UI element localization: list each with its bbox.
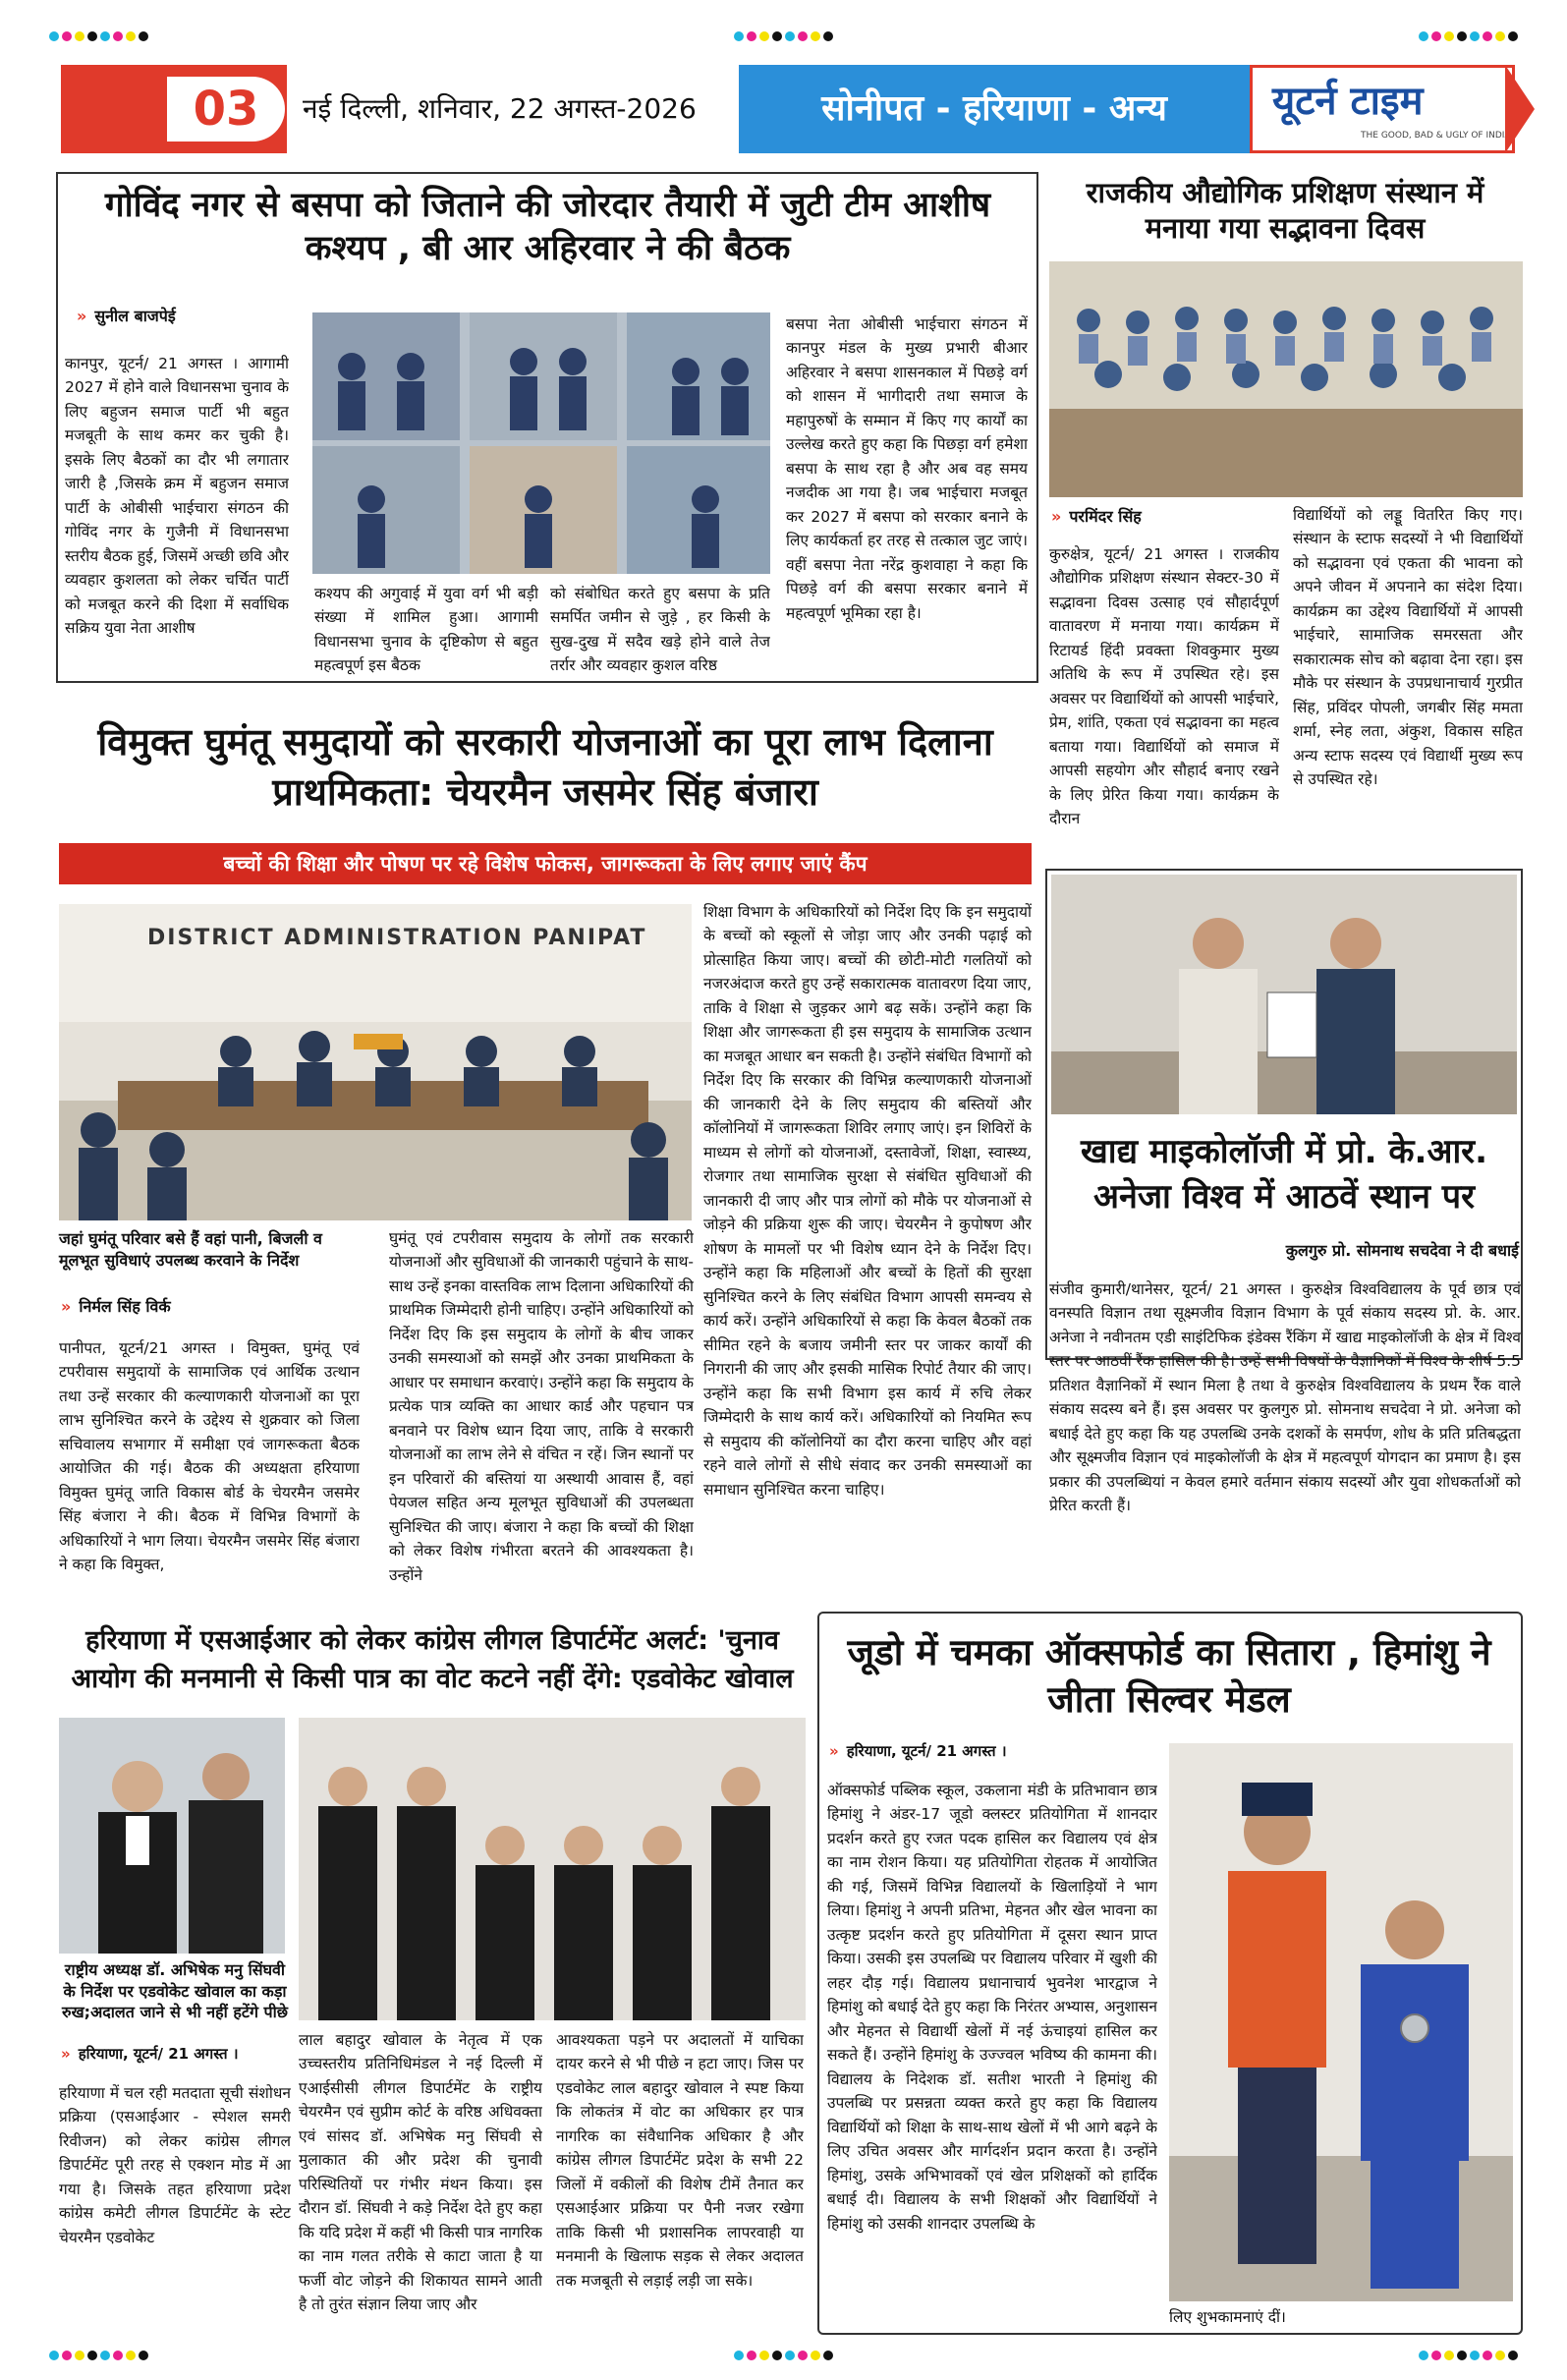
story-bsp-col3: को संबोधित करते हुए बसपा के प्रति समर्पित जमीन से जुड़े , हर किसी के सुख-दुख में सदैव खड़े होने वाले तेज तर्रार और व्यवहार कुशल वरिष्ठ	[550, 585, 770, 675]
header-arrow-icon	[1505, 65, 1535, 153]
story-bsp-col2: कश्यप की अगुवाई में युवा वर्ग भी बड़ी संख्या में शामिल हुआ। आगामी विधानसभा चुनाव के दृष्टिकोण से बहुत महत्वपूर्ण इस बैठक	[314, 585, 538, 675]
story-banjara-col1: पानीपत, यूटर्न/21 अगस्त । विमुक्त, घुमंतू एवं टपरीवास समुदायों के सामाजिक एवं आर्थिक उत्थान तथा उन्हें सरकार की कल्याणकारी योजनाओं का पूरा लाभ सुनिश्चित करने के उद्देश्य से शुक्रवार को जिला सचिवालय सभागार में समीक्षा एवं जागरूकता बैठक आयोजित की गई। बैठक की अध्यक्षता हरियाणा विमुक्त घुमंतू जाति विकास बोर्ड के चेयरमैन जसमेर सिंह बंजारा ने की। बैठक में विभिन्न विभागों के अधिकारियों ने भाग लिया। चेयरमैन जसमेर सिंह बंजारा ने कहा कि विमुक्त,	[59, 1339, 360, 1574]
registration-dots	[734, 31, 833, 41]
story-iti-byline: » परमिंदर सिंह	[1051, 507, 1142, 526]
story-judo-body: ऑक्सफोर्ड पब्लिक स्कूल, उकलाना मंडी के प्रतिभावान छात्र हिमांशु ने अंडर-17 जूडो क्लस्टर प्रतियोगिता में शानदार प्रदर्शन करते हुए रजत पदक हासिल कर विद्यालय एवं क्षेत्र का नाम रोशन किया। यह प्रतियोगिता रोहतक में आयोजित की गई, जिसमें विभिन्न विद्यालयों के खिलाड़ियों ने भाग लिया। हिमांशु ने अपनी प्रतिभा, मेहनत और खेल भावना का उत्कृष्ट प्रदर्शन करते हुए प्रतियोगिता में दूसरा स्थान प्राप्त किया। उसकी इस उपलब्धि पर विद्यालय परिवार में खुशी की लहर दौड़ गई। विद्यालय प्रधानाचार्य भुवनेश भारद्वाज ने हिमांशु को बधाई देते हुए कहा कि निरंतर अभ्यास, अनुशासन और मेहनत से विद्यार्थी खेलों में नई ऊंचाइयां हासिल कर सकते हैं। उन्होंने हिमांशु के उज्ज्वल भविष्य की कामना की। विद्यालय के निदेशक डॉ. सतीश भारती ने हिमांशु की उपलब्धि पर प्रसन्नता व्यक्त करते हुए कहा कि विद्यालय विद्यार्थियों को शिक्षा के साथ-साथ खेलों में भी आगे बढ़ने के लिए उचित अवसर और मार्गदर्शन प्रदान करता है। उन्होंने हिमांशु, उसके अभिभावकों एवं खेल प्रशिक्षकों को हार्दिक बधाई दी। विद्यालय के सभी शिक्षकों और विद्यार्थियों ने हिमांशु को उसकी शानदार उपलब्धि के	[827, 1782, 1157, 2233]
logo-text: यूटर्न टाइम	[1272, 79, 1424, 124]
story-judo-headline: जूडो में चमका ऑक्सफोर्ड का सितारा , हिमांशु ने जीता सिल्वर मेडल	[847, 1631, 1491, 1722]
byline-text: निर्मल सिंह विर्क	[79, 1297, 171, 1316]
delegation-photo-icon	[299, 1718, 806, 2020]
logo-tagline: THE GOOD, BAD & UGLY OF INDIA	[1361, 131, 1511, 141]
page-number: 03	[167, 77, 285, 142]
issue-date: नई दिल्ली, शनिवार, 22 अगस्त-2026	[289, 65, 741, 153]
registration-dots	[49, 31, 148, 41]
section-title: सोनीपत - हरियाणा - अन्य	[739, 65, 1250, 153]
story-banjara-headline: विमुक्त घुमंतू समुदायों को सरकारी योजनाओं का पूरा लाभ दिलाना प्राथमिकता: चेयरमैन जसमेर सिंह बंजारा	[97, 720, 993, 815]
story-banjara-subhead: बच्चों की शिक्षा और पोषण पर रहे विशेष फोकस, जागरूकता के लिए लगाए जाएं कैंप	[59, 843, 1032, 884]
registration-bar-bottom	[0, 2349, 1567, 2362]
lawyers-photo-icon	[59, 1718, 285, 1954]
story-congress-photo-2	[299, 1718, 806, 2020]
registration-dots	[1419, 31, 1518, 41]
story-iti-headline: राजकीय औद्योगिक प्रशिक्षण संस्थान में मनाया गया सद्भावना दिवस	[1086, 176, 1484, 246]
story-bsp-photo	[312, 312, 770, 574]
photo-sign-text: DISTRICT ADMINISTRATION PANIPAT	[147, 926, 647, 950]
story-bsp-headline: गोविंद नगर से बसपा को जिताने की जोरदार तैयारी में जुटी टीम आशीष कश्यप , बी आर अहिरवार ने की बैठक	[104, 186, 991, 268]
story-judo-byline: » हरियाणा, यूटर्न/ 21 अगस्त ।	[829, 1742, 1007, 1760]
story-congress-col1: हरियाणा में चल रही मतदाता सूची संशोधन प्रक्रिया (एसआईआर - स्पेशल समरी रिवीजन) को लेकर कांग्रेस लीगल डिपार्टमेंट पूरी तरह से एक्शन मोड में आ गया है। जिसके तहत हरियाणा प्रदेश कांग्रेस कमेटी लीगल डिपार्टमेंट के स्टेट चेयरमैन एडवोकेट	[59, 2084, 291, 2246]
registration-dots	[734, 2351, 833, 2360]
story-bsp-col4: बसपा नेता ओबीसी भाईचारा संगठन में कानपुर मंडल के मुख्य प्रभारी बीआर अहिरवार ने बसपा शासनकाल में पिछड़े वर्ग को शासन में भागीदारी तथा समाज के महापुरुषों के सम्मान में किए गए कार्यों का उल्लेख करते हुए कहा कि पिछड़ा वर्ग हमेशा बसपा के साथ रहा है और अब वह समय नजदीक आ गया है। जब भाईचारा मजबूत कर 2027 में बसपा को सरकार बनाने के लिए कार्यकर्ता हर तरह से तत्काल जुट जाएं। वहीं बसपा नेता नरेंद्र कुशवाहा ने कहा कि पिछड़े वर्ग की बसपा सरकार बनाने में महत्वपूर्ण भूमिका रहा है।	[786, 315, 1028, 622]
byline-text: सुनील बाजपेई	[94, 307, 176, 325]
judo-medal-photo-icon	[1169, 1743, 1513, 2301]
story-aneja-photo	[1051, 875, 1517, 1114]
story-banjara-photo	[59, 904, 692, 1220]
classroom-photo-icon	[1049, 261, 1523, 497]
page-header	[61, 65, 1515, 153]
meeting-photo-icon	[312, 312, 770, 574]
story-banjara-col2: घुमंतू एवं टपरीवास समुदाय के लोगों तक सरकारी योजनाओं और सुविधाओं की जानकारी पहुंचाने के साथ-साथ उन्हें इनका वास्तविक लाभ दिलाना अधिकारियों की प्राथमिक जिम्मेदारी होनी चाहिए। उन्होंने अधिकारियों को निर्देश दिए कि इस समुदाय के लोगों के बीच जाकर उनकी समस्याओं को समझें और उनका प्राथमिकता के आधार पर समाधान करवाएं। उन्होंने कहा कि समुदाय के प्रत्येक पात्र व्यक्ति का आधार कार्ड और पहचान पत्र बनवाने पर विशेष ध्यान दिया जाए, ताकि वे सरकारी योजनाओं का लाभ लेने से वंचित न रहें। जिन स्थानों पर इन परिवारों की बस्तियां या अस्थायी आवास हैं, वहां पेयजल सहित अन्य मूलभूत सुविधाओं की उपलब्धता सुनिश्चित की जाए। बंजारा ने कहा कि बच्चों की शिक्षा को लेकर विशेष गंभीरता बरतने की आवश्यकता है। उन्होंने	[389, 1229, 694, 1584]
story-congress-caption: राष्ट्रीय अध्यक्ष डॉ. अभिषेक मनु सिंघवी के निर्देश पर एडवोकेट खोवाल का कड़ा रुख;अदालत जाने से भी नहीं हटेंगे पीछे	[62, 1960, 288, 2022]
story-aneja-headline: खाद्य माइकोलॉजी में प्रो. के.आर. अनेजा विश्व में आठवें स्थान पर	[1080, 1132, 1488, 1217]
story-iti-col2: विद्यार्थियों को लड्डू वितरित किए गए। संस्थान के स्टाफ सदस्यों ने भी विद्यार्थियों को सद्भावना एवं एकता की भावना को अपने जीवन में अपनाने का संदेश दिया। कार्यक्रम का उद्देश्य विद्यार्थियों में आपसी भाईचारे, सामाजिक समरसता और सकारात्मक सोच को बढ़ावा देना रहा। इस मौके पर संस्थान के उपप्रधानाचार्य गुरप्रीत सिंह, प्रविंदर पोपली, जगबीर सिंह ममता शर्मा, स्नेह लता, अंकुश, विकास सहित अन्य स्टाफ सदस्य एवं विद्यार्थी मुख्य रूप से उपस्थित रहे।	[1293, 506, 1523, 789]
story-congress-col2: लाल बहादुर खोवाल के नेतृत्व में एक उच्चस्तरीय प्रतिनिधिमंडल ने नई दिल्ली में एआईसीसी लीगल डिपार्टमेंट के राष्ट्रीय चेयरमैन एवं सुप्रीम कोर्ट के वरिष्ठ अधिवक्ता एवं सांसद डॉ. अभिषेक मनु सिंघवी से मुलाकात की और प्रदेश की चुनावी परिस्थितियों पर गंभीर मंथन किया। इस दौरान डॉ. सिंघवी ने कड़े निर्देश देते हुए कहा कि यदि प्रदेश में कहीं भी किसी पात्र नागरिक का नाम गलत तरीके से काटा जाता है या फर्जी वोट जोड़ने की शिकायत सामने आती है तो तुरंत संज्ञान लिया जाए और	[299, 2031, 542, 2314]
story-bsp-col1: कानपुर, यूटर्न/ 21 अगस्त । आगामी 2027 में होने वाले विधानसभा चुनाव के लिए बहुजन समाज पार्टी भी बहुत मजबूती के साथ कमर कर चुकी है। इसके लिए बैठकों का दौर भी लगातार जारी है ,जिसके क्रम में बहुजन समाज पार्टी के ओबीसी भाईचारा संगठन की गोविंद नगर के गुजैनी में विधानसभा स्तरीय बैठक हुई, जिसमें अच्छी छवि और व्यवहार कुशलता को लेकर चर्चित पार्टी को मजबूत करने की दिशा में सर्वाधिक सक्रिय युवा नेता आशीष	[65, 355, 289, 638]
story-banjara-byline: » निर्मल सिंह विर्क	[61, 1297, 171, 1316]
byline-text: हरियाणा, यूटर्न/ 21 अगस्त ।	[78, 2045, 239, 2063]
registration-bar-top	[0, 29, 1567, 43]
story-iti-col1: कुरुक्षेत्र, यूटर्न/ 21 अगस्त । राजकीय औद्योगिक प्रशिक्षण संस्थान सेक्टर-30 में सद्भावना दिवस उत्साह एवं सौहार्दपूर्ण वातावरण में मनाया गया। कार्यक्रम में रिटायर्ड हिंदी प्रवक्ता शिवकुमार मुख्य अतिथि के रूप में उपस्थित रहे। इस अवसर पर विद्यार्थियों को आपसी भाईचारे, प्रेम, शांति, एकता एवं सद्भावना का महत्व बताया गया। विद्यार्थियों को समाज में आपसी सहयोग और सौहार्द बनाए रखने के लिए प्रेरित किया गया। कार्यक्रम के दौरान	[1049, 545, 1279, 828]
story-banjara-col3: शिक्षा विभाग के अधिकारियों को निर्देश दिए कि इन समुदायों के बच्चों को स्कूलों से जोड़ा जाए और उनकी पढ़ाई को प्रोत्साहित किया जाए। बच्चों की छोटी-मोटी गलतियों को नजरअंदाज करते हुए उन्हें सकारात्मक वातावरण दिया जाए, ताकि वे शिक्षा से जुड़कर आगे बढ़ सकें। उन्होंने कहा कि शिक्षा और जागरूकता ही इस समुदाय के सामाजिक उत्थान का मजबूत आधार बन सकती है। उन्होंने संबंधित विभागों को निर्देश दिए कि सरकार की विभिन्न कल्याणकारी योजनाओं की जानकारी देने के लिए समुदाय की बस्तियों और कॉलोनियों में जागरूकता शिविर लगाए जाएं। इन शिविरों के माध्यम से लोगों को योजनाओं, दस्तावेजों, शिक्षा, स्वास्थ्य, रोजगार तथा सामाजिक सुरक्षा से संबंधित सुविधाओं की जानकारी दी जाए और पात्र लोगों को मौके पर योजनाओं से जोड़ने की प्रक्रिया शुरू की जाए। चेयरमैन ने कुपोषण और शोषण के मामलों पर भी विशेष ध्यान देने के निर्देश दिए। उन्होंने कहा कि महिलाओं और बच्चों के हितों की सुरक्षा सुनिश्चित करने के लिए संबंधित विभाग आपसी समन्वय से कार्य करें। उन्होंने अधिकारियों से कहा कि केवल बैठकों तक सीमित रहने के बजाय जमीनी स्तर पर जाकर कार्यों की निगरानी की जाए और इसकी मासिक रिपोर्ट तैयार की जाए। उन्होंने कहा कि सभी विभाग इस कार्य में रुचि लेकर जिम्मेदारी के साथ कार्य करें। अधिकारियों को नियमित रूप से समुदाय की कॉलोनियों का दौरा करना चाहिए और वहां रहने वाले लोगों से सीधे संवाद कर उनकी समस्याओं का समाधान सुनिश्चित करना चाहिए।	[703, 903, 1032, 1499]
story-congress-byline: » हरियाणा, यूटर्न/ 21 अगस्त ।	[61, 2045, 239, 2063]
byline-text: परमिंदर सिंह	[1069, 507, 1142, 526]
story-banjara-caption: जहां घुमंतू परिवार बसे हैं वहां पानी, बिजली व मूलभूत सुविधाएं उपलब्ध करवाने के निर्देश	[59, 1229, 322, 1270]
award-photo-icon	[1051, 875, 1517, 1114]
story-judo-photo	[1169, 1743, 1513, 2301]
registration-dots	[1419, 2351, 1518, 2360]
story-congress-headline: हरियाणा में एसआईआर को लेकर कांग्रेस लीगल डिपार्टमेंट अलर्ट: 'चुनाव आयोग की मनमानी से किसी पात्र का वोट कटने नहीं देंगे: एडवोकेट खोवाल	[71, 1625, 794, 1695]
story-congress-photo-1	[59, 1718, 285, 1954]
byline-text: हरियाणा, यूटर्न/ 21 अगस्त ।	[846, 1742, 1007, 1760]
story-aneja-body: संजीव कुमारी/थानेसर, यूटर्न/ 21 अगस्त । कुरुक्षेत्र विश्वविद्यालय के पूर्व छात्र एवं वनस्पति विज्ञान तथा सूक्ष्मजीव विज्ञान विभाग के पूर्व संकाय सदस्य प्रो. के. आर. अनेजा ने नवीनतम एडी साइंटिफिक इंडेक्स रैंकिंग में खाद्य माइकोलॉजी के क्षेत्र में विश्व स्तर पर आठवीं रैंक हासिल की है। उन्हें सभी विषयों के वैज्ञानिकों में विश्व के शीर्ष 5.5 प्रतिशत वैज्ञानिकों में स्थान मिला है तथा वे कुरुक्षेत्र विश्वविद्यालय के प्रथम रैंक वाले संकाय सदस्य बने हैं। इस अवसर पर कुलगुरु प्रो. सोमनाथ सचदेवा ने प्रो. अनेजा को बधाई देते हुए कहा कि यह उपलब्धि उनके दशकों के समर्पण, शोध के प्रति प्रतिबद्धता और सूक्ष्मजीव विज्ञान एवं माइकोलॉजी के क्षेत्र में महत्वपूर्ण योगदान का प्रमाण है। इस प्रकार की उपलब्धियां न केवल हमारे वर्तमान संकाय सदस्यों और युवा शोधकर्ताओं को प्रेरित करती हैं।	[1049, 1280, 1521, 1515]
story-iti-photo	[1049, 261, 1523, 497]
registration-dots	[49, 2351, 148, 2360]
story-aneja-subhead: कुलगुरु प्रो. सोमनाथ सचदेवा ने दी बधाई	[1285, 1241, 1519, 1260]
story-bsp-byline: » सुनील बाजपेई	[77, 307, 176, 325]
conference-photo-icon	[59, 904, 692, 1220]
story-judo-tail: लिए शुभकामनाएं दीं।	[1169, 2308, 1286, 2326]
story-congress-col3: आवश्यकता पड़ने पर अदालतों में याचिका दायर करने से भी पीछे न हटा जाए। जिस पर एडवोकेट लाल बहादुर खोवाल ने स्पष्ट किया कि लोकतंत्र में वोट का अधिकार हर पात्र नागरिक का संवैधानिक अधिकार है और कांग्रेस लीगल डिपार्टमेंट प्रदेश के सभी 22 जिलों में वकीलों की विशेष टीमें तैनात कर एसआईआर प्रक्रिया पर पैनी नजर रखेगा ताकि किसी भी प्रशासनिक लापरवाही या मनमानी के खिलाफ सड़क से लेकर अदालत तक मजबूती से लड़ाई लड़ी जा सके।	[556, 2031, 804, 2290]
masthead-logo	[1250, 65, 1515, 153]
